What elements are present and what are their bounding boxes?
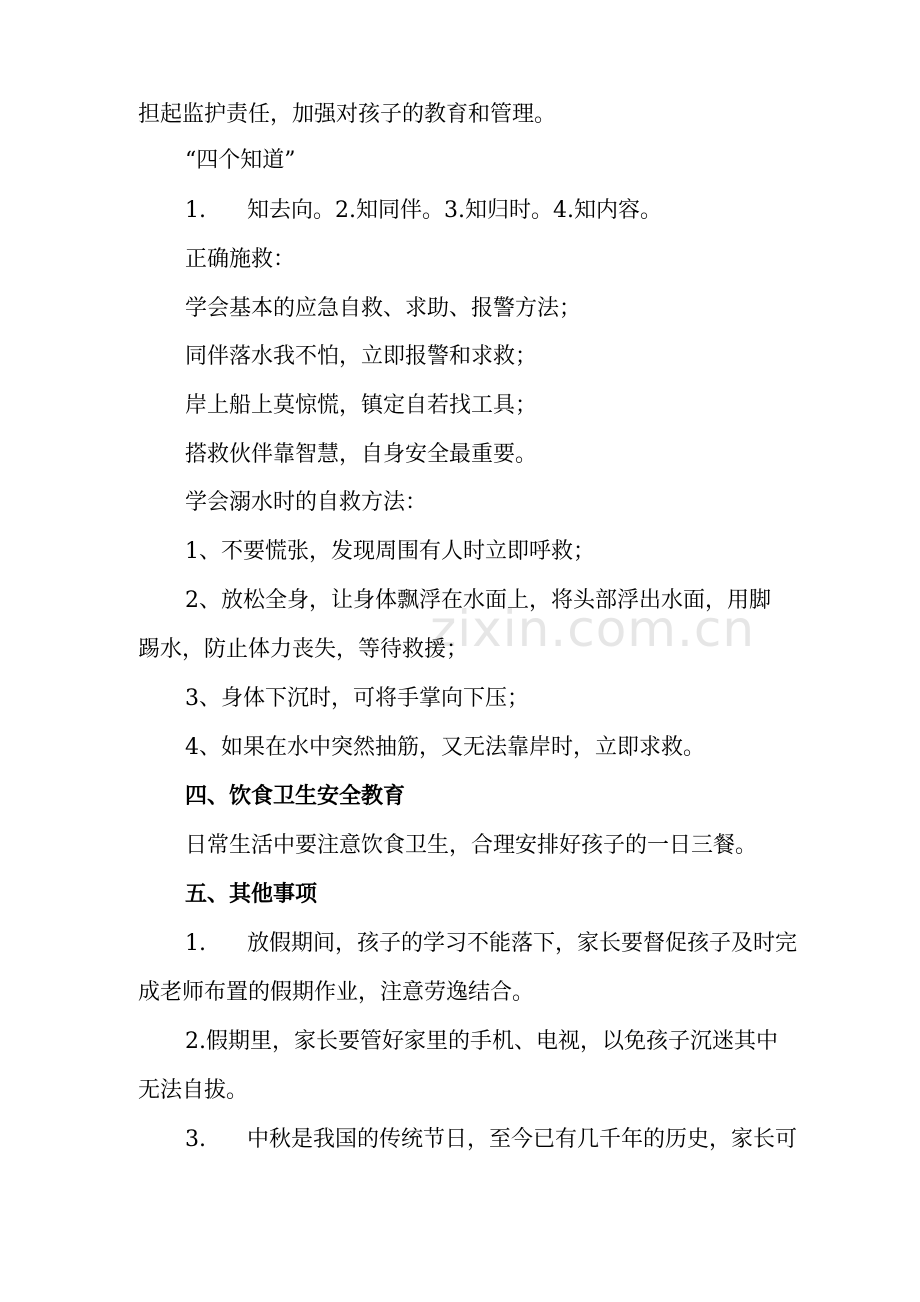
list-number: 3.	[185, 1127, 206, 1152]
list-number: 1.	[185, 931, 206, 956]
paragraph-line: 搭救伙伴靠智慧，自身安全最重要。	[185, 442, 538, 467]
paragraph-line: 学会基本的应急自救、求助、报警方法；	[185, 296, 582, 321]
paragraph-line: 正确施救：	[185, 247, 296, 272]
paragraph-line: 岸上船上莫惊慌，镇定自若找工具；	[185, 393, 538, 418]
list-item: 2、放松全身，让身体飘浮在水面上，将头部浮出水面，用脚	[185, 588, 771, 613]
list-number: 1.	[185, 198, 206, 223]
paragraph-line: 日常生活中要注意饮食卫生，合理安排好孩子的一日三餐。	[185, 833, 758, 858]
paragraph-line: 同伴落水我不怕，立即报警和求救；	[185, 344, 538, 369]
section-title-four-knows: “四个知道”	[185, 148, 296, 173]
list-item: 3、身体下沉时，可将手掌向下压；	[185, 686, 529, 711]
list-text: 放假期间，孩子的学习不能落下，家长要督促孩子及时完	[247, 931, 798, 956]
list-item-continuation: 无法自拔。	[138, 1078, 249, 1103]
list-item: 2.假期里，家长要管好家里的手机、电视，以免孩子沉迷其中	[185, 1029, 778, 1054]
list-item	[185, 1125, 797, 1155]
list-item-continuation: 成老师布置的假期作业，注意劳逸结合。	[138, 980, 535, 1005]
paragraph-line: 担起监护责任，加强对孩子的教育和管理。	[138, 102, 557, 127]
list-item: 1、不要慌张，发现周围有人时立即呼救；	[185, 539, 595, 564]
section-heading-other-matters: 五、其他事项	[185, 882, 318, 907]
list-text: 知去向。2.知同伴。3.知归时。4.知内容。	[247, 198, 662, 223]
list-item	[185, 196, 662, 226]
list-item-continuation: 踢水，防止体力丧失，等待救援；	[138, 637, 469, 662]
section-heading-food-safety: 四、饮食卫生安全教育	[185, 784, 406, 809]
list-item	[185, 929, 797, 959]
watermark: zixin.com.cn	[430, 600, 756, 658]
list-text: 中秋是我国的传统节日，至今已有几千年的历史，家长可	[247, 1127, 798, 1152]
paragraph-line: 学会溺水时的自救方法：	[185, 490, 428, 515]
list-item: 4、如果在水中突然抽筋，又无法靠岸时，立即求救。	[185, 735, 705, 760]
